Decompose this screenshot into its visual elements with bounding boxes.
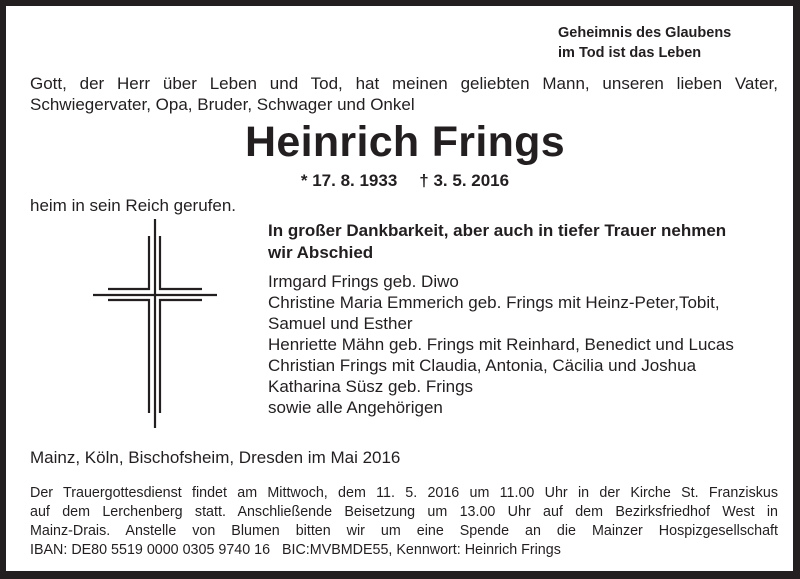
mourner-line: Christian Frings mit Claudia, Antonia, Cäcilia und Joshua [268, 356, 697, 375]
mourner-line: Katharina Süsz geb. Frings [268, 377, 474, 396]
death-date: † 3. 5. 2016 [419, 171, 510, 190]
place-and-date: Mainz, Köln, Bischofsheim, Dresden im Mai 2016 [30, 448, 401, 467]
mourner-line: Samuel und Esther [268, 314, 413, 333]
mourners-list [268, 271, 734, 418]
service-line-2: auf dem Lerchenberg statt. Anschließende Beisetzung um 13.00 Uhr auf dem Bezirksfriedhof West in [30, 504, 778, 520]
life-dates [0, 170, 800, 192]
farewell-line-2: wir Abschied [268, 243, 374, 262]
farewell-line-1: In großer Dankbarkeit, aber auch in tiefer Trauer nehmen [268, 221, 727, 240]
mourner-line: Christine Maria Emmerich geb. Frings mit Heinz-Peter,Tobit, [268, 293, 720, 312]
called-home-text: heim in sein Reich gerufen. [30, 196, 237, 215]
birth-date: * 17. 8. 1933 [300, 171, 398, 190]
intro-text [30, 73, 778, 115]
latin-cross-icon [85, 215, 225, 430]
bank-details: IBAN: DE80 5519 0000 0305 9740 16 BIC:MVBMDE55, Kennwort: Heinrich Frings [30, 542, 561, 558]
deceased-name: Heinrich Frings [245, 118, 565, 166]
mourner-line: Irmgard Frings geb. Diwo [268, 272, 459, 291]
intro-line-2: Schwiegervater, Opa, Bruder, Schwager und Onkel [30, 95, 415, 114]
intro-line-1: Gott, der Herr über Leben und Tod, hat meinen geliebten Mann, unseren lieben Vater, [30, 74, 778, 93]
service-details [30, 484, 778, 560]
mourner-line: sowie alle Angehörigen [268, 398, 443, 417]
motto-line-2: im Tod ist das Leben [558, 45, 702, 61]
motto-line-1: Geheimnis des Glaubens [558, 25, 732, 41]
motto [558, 23, 731, 63]
service-line-3: Mainz-Drais. Anstelle von Blumen bitten wir um eine Spende an die Mainzer Hospizgesellschaft [30, 523, 778, 539]
mourner-line: Henriette Mähn geb. Frings mit Reinhard, Benedict und Lucas [268, 335, 734, 354]
farewell-heading [268, 220, 726, 264]
service-line-1: Der Trauergottesdienst findet am Mittwoch, dem 11. 5. 2016 um 11.00 Uhr in der Kirche St. Franziskus [30, 485, 778, 501]
